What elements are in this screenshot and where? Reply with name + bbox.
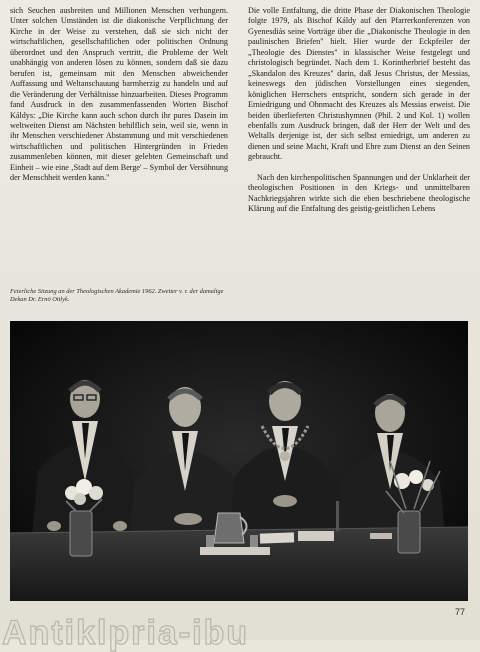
left-text-column	[10, 6, 228, 184]
right-text-column	[248, 6, 470, 215]
right-paragraph-1: Die volle Entfaltung, die dritte Phase der Diakonischen Theologie folgte 1979, als Bischof Káldy auf den Pfarrerkonferenzen von Gyenesdiás seine Vorträge über die „Diakonische Theologie in den paulinischen Briefen" hielt. Hier wurde der Eckpfeiler der „Theologie des Dienstes" in klassischer Weise festgelegt und christologisch begründet. Nach dem 1. Korintherbrief besteht das „Skandalon des Kreuzes" darin, daß Jesus Christus, der Messias, keineswegs den jüdischen Vorstellungen eines siegenden, königlichen Herrschers entspricht, sondern sich gerade in der Erniedrigung und Ohnmacht des Kreuzes als Messias erweist. Die beiden überlieferten Christushymnen (Phil. 2 und Kol. 1) wollen ebenfalls zum Ausdruck bringen, daß der Herr der Welt und des Weltalls derjenige ist, der sich selbst erniedrigt, um anderen zu dienen und seine Macht, Kraft und Ehre zum Dienst an den Seinen gebraucht.	[248, 6, 470, 162]
photo-caption: Feierliche Sitzung an der Theologischen Akademie 1962. Zweiter v. r. der damalige Dekan Dr. Ernö Ottlyk.	[10, 288, 224, 304]
left-paragraph-1: sich Seuchen ausbreiten und Millionen Menschen verhungern. Unter solchen Umständen ist die diakonische Verpflichtung der Kirche in der Weise zu verstehen, daß sie sich nicht der wirtschaftlichen, gesellschaftlichen oder politischen Ordnung überordnet und den Anspruch vertritt, die Probleme der Welt unabhängig von anderen lösen zu können, sondern daß sie dazu berufen ist, gemeinsam mit den Menschen abweichender Auffassung und Weltanschauung barmherzig zu handeln und auf die Veränderung der Verhältnisse hinzuarbeiten. Dieses Programm fand Ausdruck in den zusammenfassenden Worten Bischof Káldys: „Die Kirche kann auch schon durch ihr pures Dasein im weltweiten Dienst am Nächsten behilflich sein, weil sie, wenn in ihr Menschen verschiedener Abstammung und mit verschiedenen wirtschaftlichen und politischen Hintergründen in Frieden zusammenleben können, mit dieser gelebten Gemeinschaft und Einheit – wie eine ‚Stadt auf dem Berge' – Symbol der Versöhnung der Menschheit werden kann."	[10, 6, 229, 183]
right-paragraph-2: Nach den kirchenpolitischen Spannungen und der Unklarheit der theologischen Positionen in den Kriegs- und unmittelbaren Nachkriegsjahren wirkte sich die eben beschriebene theologische Klärung auf die Entfaltung des geistig-geistlichen Lebens	[248, 172, 470, 214]
svg-text:Antiklpria-ibu: Antiklpria-ibu	[2, 614, 250, 652]
watermark-logo	[0, 612, 480, 652]
page-number: 77	[455, 607, 466, 617]
ceremony-photograph	[10, 321, 468, 601]
